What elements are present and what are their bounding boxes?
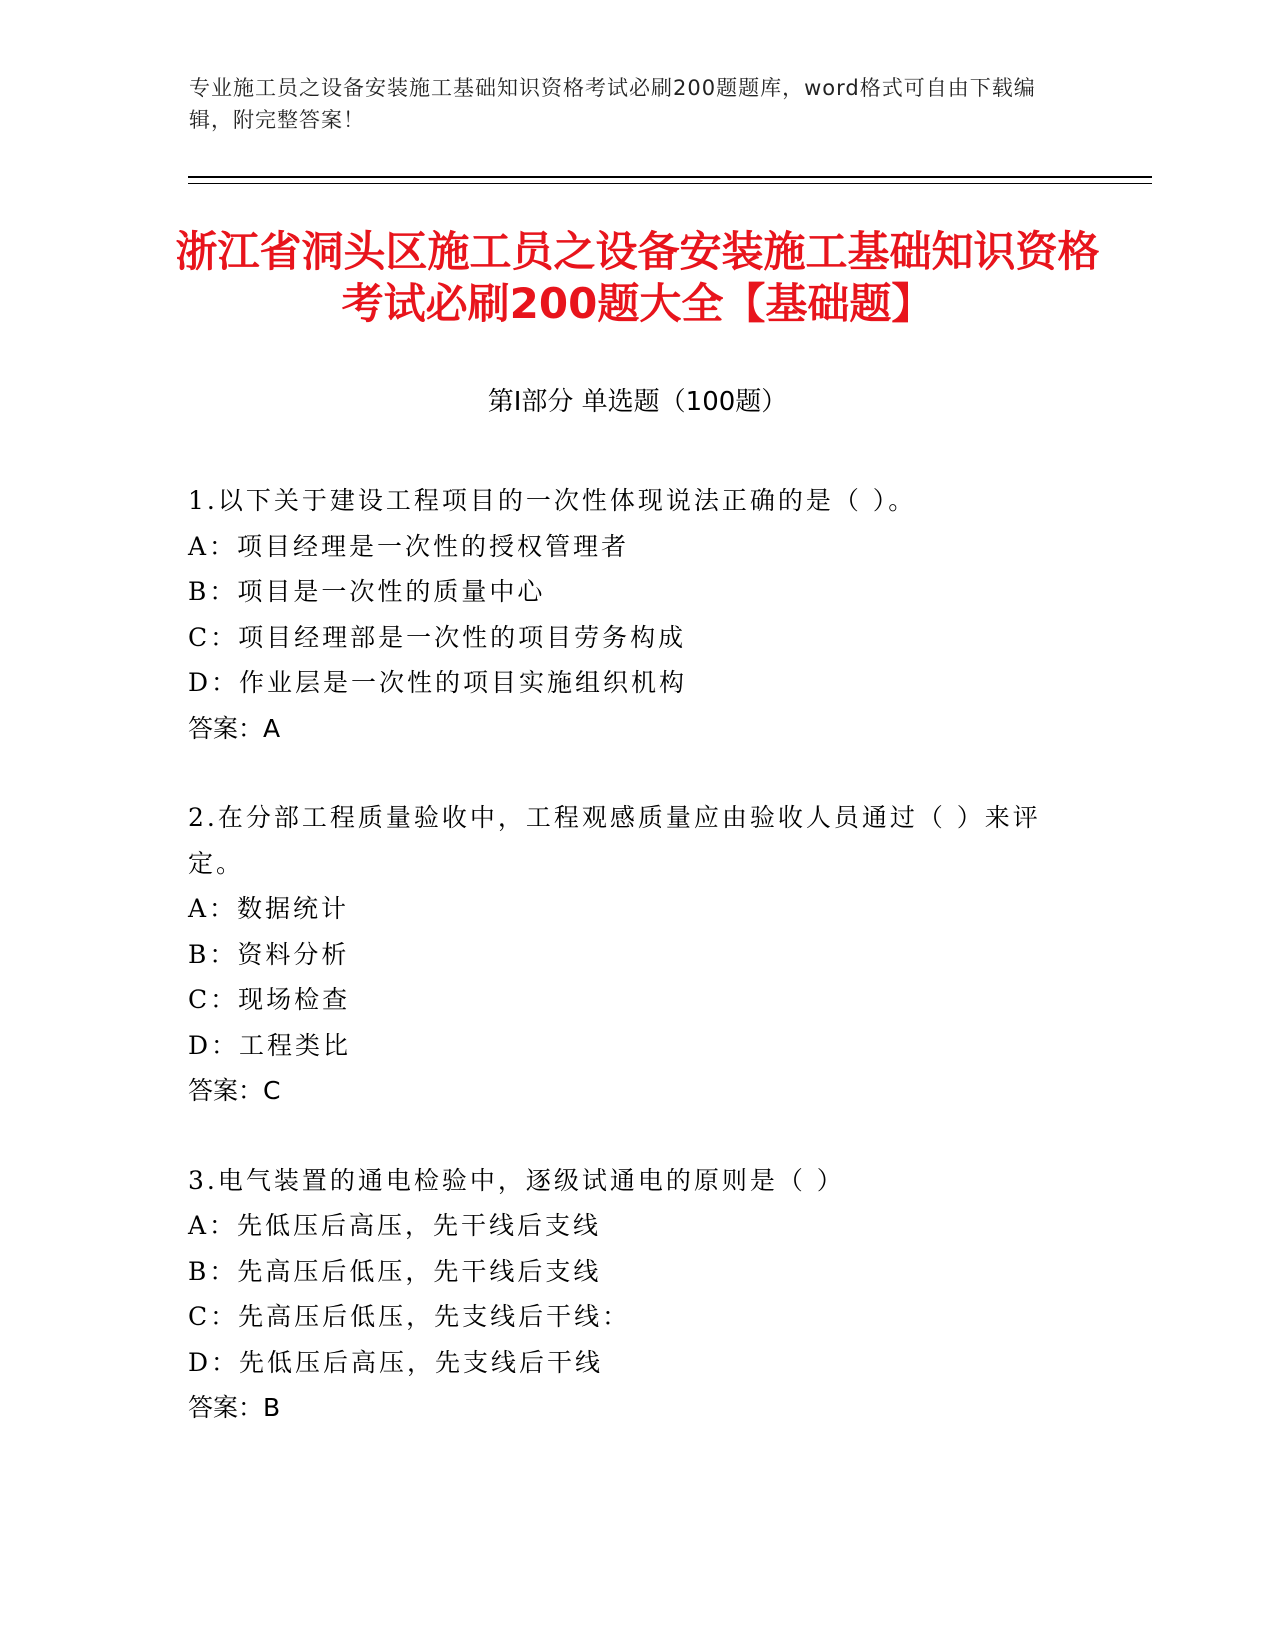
document-title: 浙江省洞头区施工员之设备安装施工基础知识资格考试必刷200题大全【基础题】 — [175, 227, 1100, 328]
option-a: A：项目经理是一次性的授权管理者 — [188, 531, 630, 561]
option-d: D：工程类比 — [188, 1030, 352, 1060]
question-stem: 1.以下关于建设工程项目的一次性体现说法正确的是（ ）。 — [188, 486, 917, 515]
header-note: 专业施工员之设备安装施工基础知识资格考试必刷200题题库，word格式可自由下载编辑，附完整答案！ — [189, 76, 1036, 132]
option-c: C：现场检查 — [188, 985, 351, 1014]
question-stem: 3.电气装置的通电检验中，逐级试通电的原则是（ ） — [188, 1165, 845, 1195]
header-rule-thin — [188, 183, 1152, 184]
answer: 答案：C — [188, 1076, 281, 1105]
question-stem: 2.在分部工程质量验收中，工程观感质量应由验收人员通过（ ）来评定。 — [188, 803, 1041, 878]
option-d: D：作业层是一次性的项目实施组织机构 — [188, 668, 688, 697]
answer: 答案：B — [188, 1393, 281, 1422]
option-c: C：先高压后低压，先支线后干线： — [188, 1302, 631, 1331]
question-3 — [188, 1158, 1088, 1431]
option-d: D：先低压后高压，先支线后干线 — [188, 1347, 604, 1377]
section-title: 第Ⅰ部分 单选题（100题） — [487, 387, 788, 417]
option-a: A：先低压后高压，先干线后支线 — [188, 1211, 602, 1240]
answer: 答案：A — [188, 713, 281, 743]
option-a: A：数据统计 — [188, 894, 350, 923]
option-b: B：先高压后低压，先干线后支线 — [188, 1256, 602, 1286]
question-1 — [188, 478, 1088, 751]
header-rule-thick — [188, 176, 1152, 178]
option-b: B：资料分析 — [188, 939, 350, 969]
option-b: B：项目是一次性的质量中心 — [188, 577, 546, 606]
question-list — [188, 478, 1088, 1475]
question-2 — [188, 795, 1088, 1114]
option-c: C：项目经理部是一次性的项目劳务构成 — [188, 622, 687, 652]
